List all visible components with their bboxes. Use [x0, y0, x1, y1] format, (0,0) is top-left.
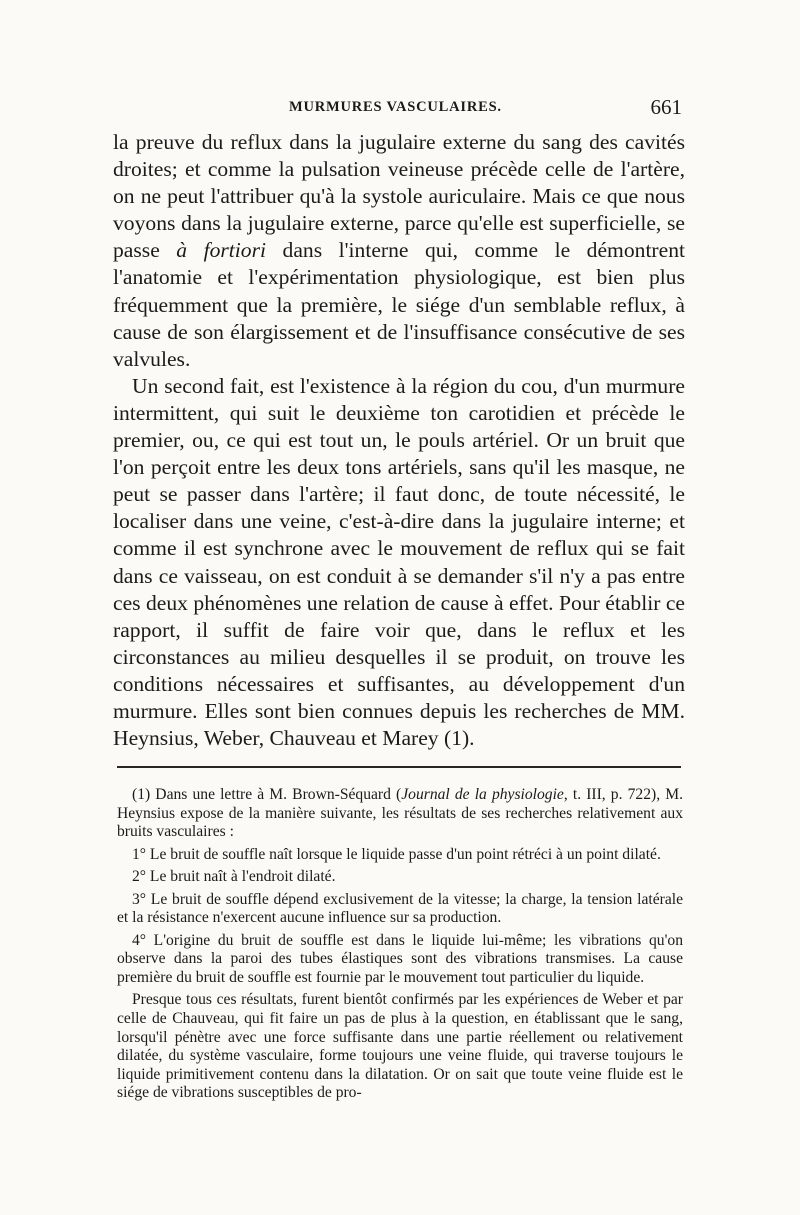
running-title: MURMURES VASCULAIRES.	[289, 99, 502, 115]
footnote-item-4: 4° L'origine du bruit de souffle est dans le liquide lui-même; les vibrations qu'on observe dans la paroi des tubes élastiques sont des vibrations transmises. La cause première du bruit de souffle est fournie par le mouvement tout particulier du liquide.	[117, 931, 683, 986]
footnote-intro-start: (1) Dans une lettre à M. Brown-Séquard (	[132, 786, 402, 803]
footnote-closing: Presque tous ces résultats, furent bientôt confirmés par les expériences de Weber et par celle de Chauveau, qui fit faire un pas de plus à la question, en établissant que le sang, lorsqu'il pénètre avec une force suffisante dans une partie réellement ou relativement dilatée, du système vasculaire, forme toujours une veine fluide, qui traverse toujours le liquide primitivement contenu dans la dilatation. Or on sait que toute veine fluide est le siége de vibrations susceptibles de pro-	[117, 991, 683, 1102]
main-text	[113, 129, 685, 752]
footnote-item-1: 1° Le bruit de souffle naît lorsque le liquide passe d'un point rétréci à un point dilaté.	[132, 845, 661, 863]
footnote-intro-end: , t. III, p. 722), M. Heynsius expose de la manière suivante, les résultats de ses recherches relativement aux bruits vasculaires :	[117, 786, 683, 841]
page-number: 661	[650, 95, 682, 119]
footnotes	[117, 786, 683, 1107]
footnote-item-3: 3° Le bruit de souffle dépend exclusivement de la vitesse; la charge, la tension latérale et la résistance n'exercent aucune influence sur sa production.	[117, 890, 683, 927]
footnote-intro	[117, 786, 683, 842]
paragraph-1	[113, 129, 685, 373]
footnote-item-2: 2° Le bruit naît à l'endroit dilaté.	[132, 868, 336, 886]
journal-title: Journal de la physiologie	[401, 786, 564, 803]
footnote-rule	[117, 766, 681, 768]
running-head	[112, 97, 682, 121]
paragraph-1-end: dans l'interne qui, comme le démontrent l'anatomie et l'expérimentation physiologique, est bien plus fréquemment que la première, le siége d'un semblable reflux, à cause de son élargissement et de l'insuffisance consécutive de ses valvules.	[113, 238, 686, 371]
paragraph-2: Un second fait, est l'existence à la région du cou, d'un murmure intermittent, qui suit le deuxième ton carotidien et précède le premier, ou, ce qui est tout un, le pouls artériel. Or un bruit que l'on perçoit entre les deux tons artériels, sans qu'il les masque, ne peut se passer dans l'artère; il faut donc, de toute nécessité, le localiser dans une veine, c'est-à-dire dans la jugulaire interne; et comme il est synchrone avec le mouvement de reflux qui se fait dans ce vaisseau, on est conduit à se demander s'il n'y a pas entre ces deux phénomènes une relation de cause à effet. Pour établir ce rapport, il suffit de faire voir que, dans le reflux et les circonstances au milieu desquelles il se produit, on trouve les conditions nécessaires et suffisantes, au développement d'un murmure. Elles sont bien connues depuis les recherches de MM. Heynsius, Weber, Chauveau et Marey (1).	[113, 373, 685, 751]
emphasis-a-fortiori: à fortiori	[176, 238, 267, 263]
paragraph-1-start: la preuve du reflux dans la jugulaire externe du sang des cavités droites; et comme la pulsation veineuse précède celle de l'artère, on ne peut l'attribuer qu'à la systole auriculaire. Mais ce que nous voyons dans la jugulaire externe, parce qu'elle est superficielle, se passe	[113, 130, 685, 263]
